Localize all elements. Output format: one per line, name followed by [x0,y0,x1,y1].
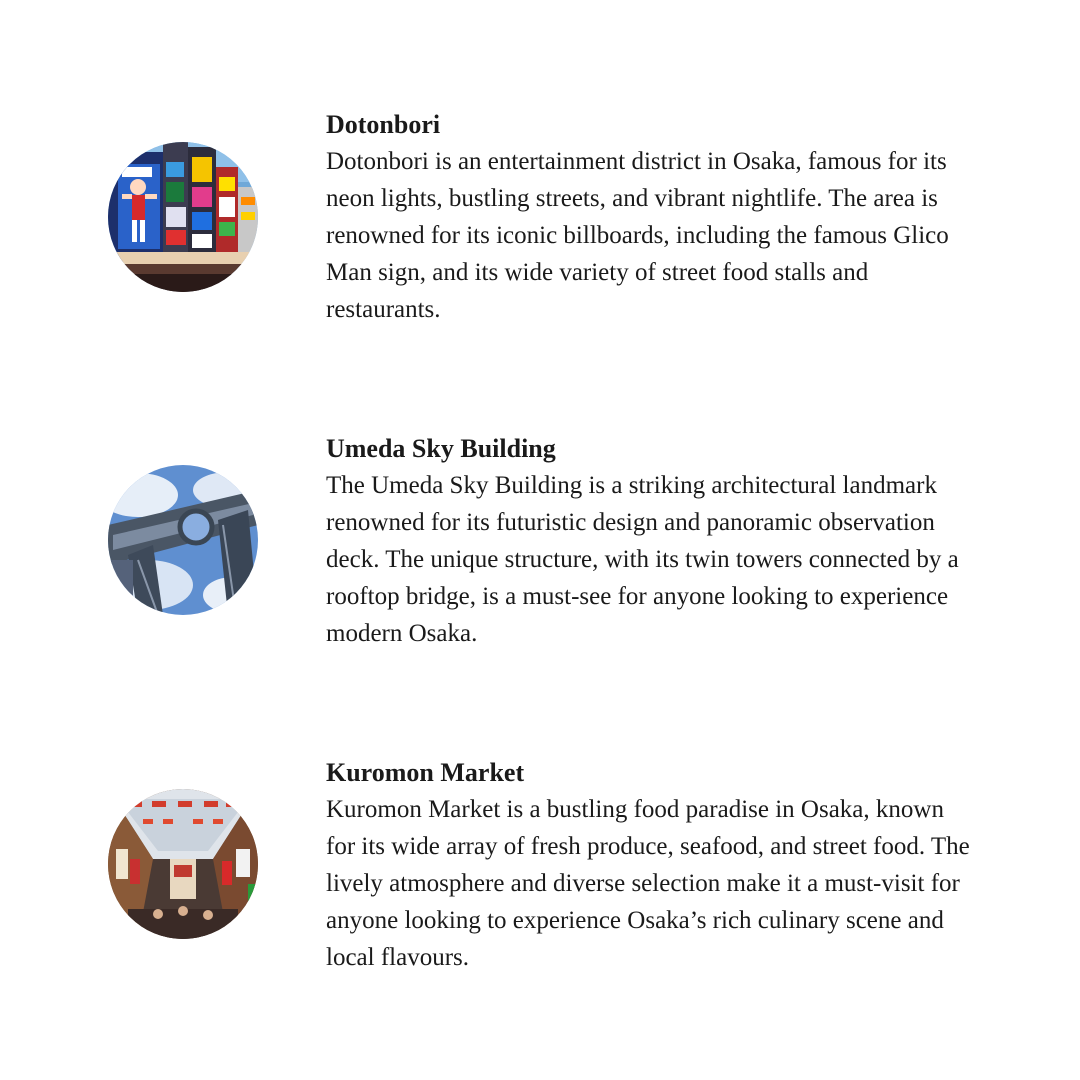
kuromon-market-text [326,754,976,976]
dotonbori-photo [108,142,258,292]
kuromon-market-arcade-image [108,789,258,939]
attraction-title: Umeda Sky Building [326,434,556,463]
dotonbori-neon-image [108,142,258,292]
umeda-sky-building-photo [108,465,258,615]
umeda-sky-building-image [108,465,258,615]
attraction-description: The Umeda Sky Building is a striking architectural landmark renowned for its futuristic design and panoramic observation deck. The unique structure, with its twin towers connected by a rooftop bridge, is a must-see for anyone looking to experience modern Osaka. [326,472,959,647]
attraction-title: Dotonbori [326,110,441,139]
umeda-sky-building-text [326,430,976,652]
attraction-description: Kuromon Market is a bustling food paradise in Osaka, known for its wide array of fresh produce, seafood, and street food. The lively atmosphere and diverse selection make it a must-visit for anyone looking to experience Osaka’s rich culinary scene and local flavours. [326,796,970,971]
attraction-description: Dotonbori is an entertainment district in Osaka, famous for its neon lights, bustling streets, and vibrant nightlife. The area is renowned for its iconic billboards, including the famous Glico Man sign, and its wide variety of street food stalls and restaurants. [326,148,949,323]
dotonbori-text [326,106,976,328]
kuromon-market-photo [108,789,258,939]
attraction-title: Kuromon Market [326,758,525,787]
